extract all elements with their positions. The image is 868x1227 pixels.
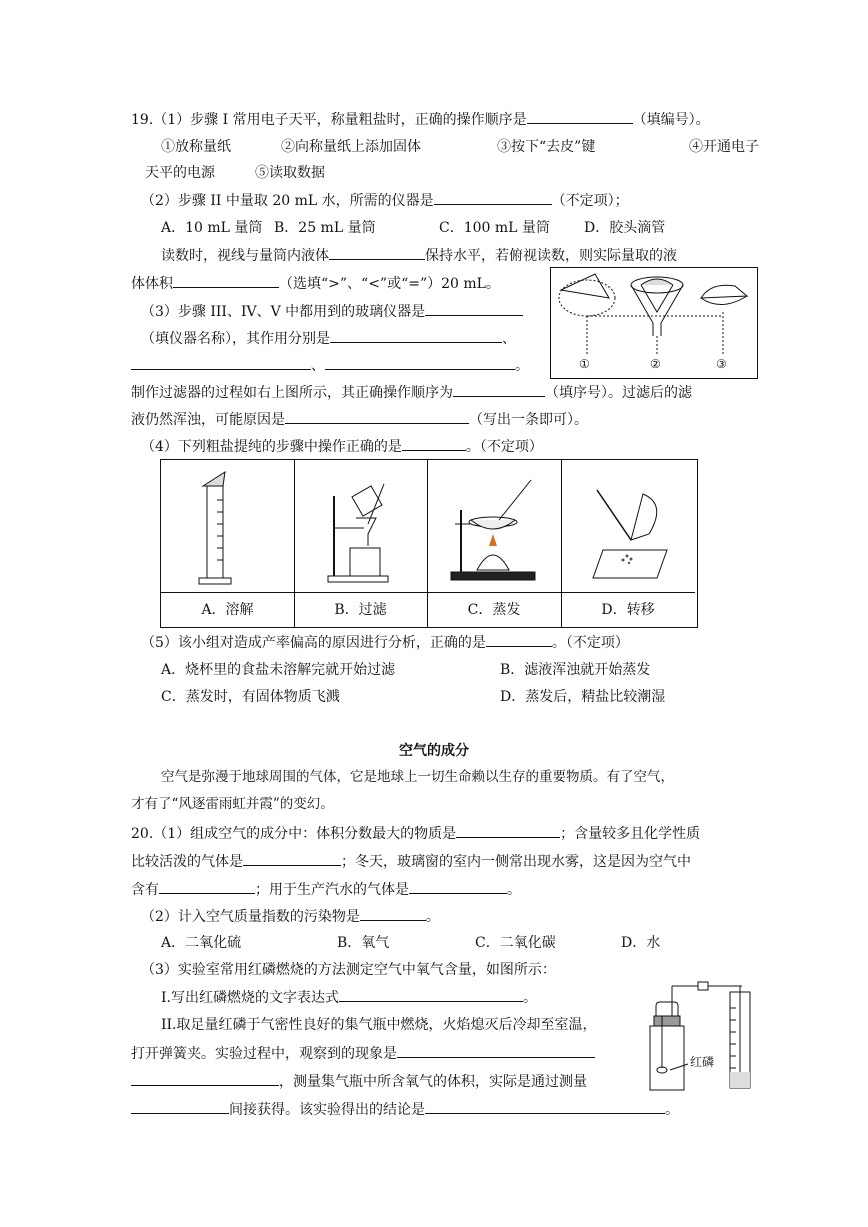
q19-p5-option-d: D．蒸发后，精盐比较潮湿 [500,689,666,705]
q19-p3-text-5: （填序号）。过滤后的滤 [545,385,692,401]
q20-part2 [141,906,440,927]
option-2: ②向称量纸上添加固体 [281,139,421,155]
option-3: ③按下“去皮”键 [497,139,596,155]
separator: 、 [502,331,516,347]
q19-p4-text: （4）下列粗盐提纯的步骤中操作正确的是 [141,439,402,455]
answer-blank[interactable] [486,632,552,647]
q20-text-1: 20.（1）组成空气的成分中：体积分数最大的物质是 [131,826,457,842]
q20-text-2: ；含量较多且化学性质 [560,826,701,842]
separator: 、 [311,358,325,374]
q19-part2-options [161,218,666,238]
q19-reading-line2 [131,273,500,294]
q19-p2-tail: （不定项）； [551,193,629,209]
phosphorus-apparatus-figure [636,972,754,1094]
q19-options-row2 [145,163,325,183]
caption-b: B．过滤 [294,592,427,627]
q19-p5-option-a: A．烧杯里的食盐未溶解完就开始过滤 [161,662,396,678]
q19-p3-text-7: （写出一条即可）。 [469,412,588,428]
q20-part3-ii-line1: II.取足量红磷于气密性良好的集气瓶中燃烧，火焰熄灭后冷却至室温， [161,1017,597,1033]
answer-blank[interactable] [434,190,552,205]
q19-p3-text-2: （填仪器名称），其作用分别是 [141,331,330,347]
graduated-cylinder-illustration [161,460,294,592]
section-intro-line1: 空气是弥漫于地球周围的气体，它是地球上一切生命赖以生存的重要物质。有了空气， [161,769,674,785]
q20-text-3: 比较活泼的气体是 [131,854,243,870]
answer-blank[interactable] [159,879,255,894]
apparatus-cell-transfer [561,460,695,627]
answer-blank[interactable] [329,245,425,260]
reading-text: 读数时，视线与量筒内液体 [161,248,329,264]
q20-text-4: ；冬天，玻璃窗的室内一侧常出现水雾，这是因为空气中 [341,854,691,870]
transfer-illustration [561,460,695,592]
answer-blank[interactable] [285,409,469,424]
period: 。 [515,358,529,374]
option-a: A．二氧化硫 [161,935,242,951]
q19-p4-tail: 。（不定项） [465,439,543,455]
period: 。 [425,909,440,925]
q20-part2-options [161,933,661,953]
reading-text-3: 体体积 [131,276,173,292]
filter-making-figure [550,267,758,379]
filter-step-1-label: ① [579,357,590,371]
answer-blank[interactable] [243,851,341,866]
q19-part3-line4 [131,382,692,403]
red-phosphorus-label: 红磷 [690,1055,715,1069]
evaporation-illustration [427,460,561,592]
q20-part3-ii-line2 [131,1043,595,1064]
q19-p1-text: 19.（1）步骤 I 常用电子天平，称量粗盐时，正确的操作顺序是 [131,112,527,128]
reading-text-2: 保持水平，若俯视读数，则实际量取的液 [425,248,677,264]
filtration-illustration [294,460,427,592]
answer-blank[interactable] [456,823,560,838]
q20-text-5: 含有 [131,882,159,898]
answer-blank[interactable] [402,436,466,451]
filter-step-2-label: ② [650,357,661,371]
q19-part2-line1 [141,190,629,211]
q19-p5-option-c: C．蒸发时，有固体物质飞溅 [161,689,340,705]
q19-p5-text: （5）该小组对造成产率偏高的原因进行分析，正确的是 [141,635,486,651]
q19-p3-text: （3）步骤 III、IV、V 中都用到的玻璃仪器是 [141,304,426,320]
q19-p3-text-6: 液仍然浑浊，可能原因是 [131,412,285,428]
answer-blank[interactable] [330,328,502,343]
option-1: ①放称量纸 [161,139,231,155]
filter-step-3-label: ③ [716,357,727,371]
q20-part3-ii-line3 [131,1071,587,1092]
q20-ii-text: 打开弹簧夹。实验过程中，观察到的现象是 [131,1046,397,1062]
option-4-cont: 天平的电源 [145,165,215,181]
answer-blank[interactable] [131,355,311,370]
option-4: ④开通电子 [689,139,759,155]
q19-part3-line3 [131,355,529,376]
q19-part4 [141,436,543,457]
q19-p2-text: （2）步骤 II 中量取 20 mL 水，所需的仪器是 [141,193,434,209]
option-c: C．100 mL 量筒 [439,220,550,236]
q19-p1-tail: （填编号）。 [632,112,710,128]
q20-i-text: I.写出红磷燃烧的文字表达式 [161,990,339,1006]
answer-blank[interactable] [131,1099,229,1114]
option-b: B．氧气 [337,935,390,951]
q19-p5-tail: 。（不定项） [551,635,629,651]
period: 。 [507,882,521,898]
option-d: D．水 [621,935,661,951]
q20-part1-line2 [131,851,691,872]
answer-blank[interactable] [131,1071,279,1086]
caption-a: A．溶解 [161,592,294,627]
answer-blank[interactable] [425,1099,665,1114]
q20-ii-text-2: ，测量集气瓶中所含氧气的体积，实际是通过测量 [279,1074,587,1090]
q19-part3-line1 [141,301,523,322]
apparatus-cell-filter [294,460,428,627]
answer-blank[interactable] [339,987,523,1002]
section-intro-line2: 才有了“风逐雷雨虹并霞”的变幻。 [131,796,334,812]
q20-part3-i [161,987,537,1008]
answer-blank[interactable] [173,273,279,288]
gas-jar-and-cylinder-illustration [636,972,754,1094]
period: 。 [522,990,537,1006]
apparatus-cell-dissolve [161,460,295,627]
q20-part1-line3 [131,879,521,900]
q20-part3: （3）实验室常用红磷燃烧的方法测定空气中氧气含量，如图所示： [141,962,556,978]
section-title: 空气的成分 [399,743,469,759]
period: 。 [665,1102,679,1118]
q20-text-6: ；用于生产汽水的气体是 [255,882,409,898]
q19-p3-text-4: 制作过滤器的过程如右上图所示，其正确操作顺序为 [131,385,453,401]
option-d: D．胶头滴管 [584,220,666,236]
q20-part1-line1 [131,823,700,844]
apparatus-cell-evaporate [427,460,562,627]
answer-blank[interactable] [409,879,507,894]
q19-part3-line5 [131,409,588,430]
option-b: B．25 mL 量筒 [274,220,376,236]
q19-part1-line1 [131,109,710,130]
apparatus-table [160,459,698,628]
answer-blank[interactable] [360,906,426,921]
q20-ii-text-3: 间接获得。该实验得出的结论是 [229,1102,425,1118]
q20-p2-text: （2）计入空气质量指数的污染物是 [141,909,360,925]
answer-blank[interactable] [325,355,515,370]
caption-d: D．转移 [561,592,695,627]
option-a: A．10 mL 量筒 [161,220,263,236]
answer-blank[interactable] [425,301,523,316]
q19-part5 [141,632,629,653]
q19-reading-line1 [161,245,677,266]
answer-blank[interactable] [397,1043,595,1058]
caption-c: C．蒸发 [427,592,561,627]
answer-blank[interactable] [527,109,633,124]
q20-part3-ii-line4 [131,1099,679,1120]
q19-p5-option-b: B．滤液浑浊就开始蒸发 [500,662,651,678]
option-5: ⑤读取数据 [255,165,325,181]
q19-options-row1 [161,137,759,157]
reading-text-4: （选填“>”、“<”或“=”）20 mL。 [279,276,500,292]
q19-part3-line2 [141,328,516,349]
option-c: C．二氧化碳 [475,935,556,951]
answer-blank[interactable] [453,382,545,397]
